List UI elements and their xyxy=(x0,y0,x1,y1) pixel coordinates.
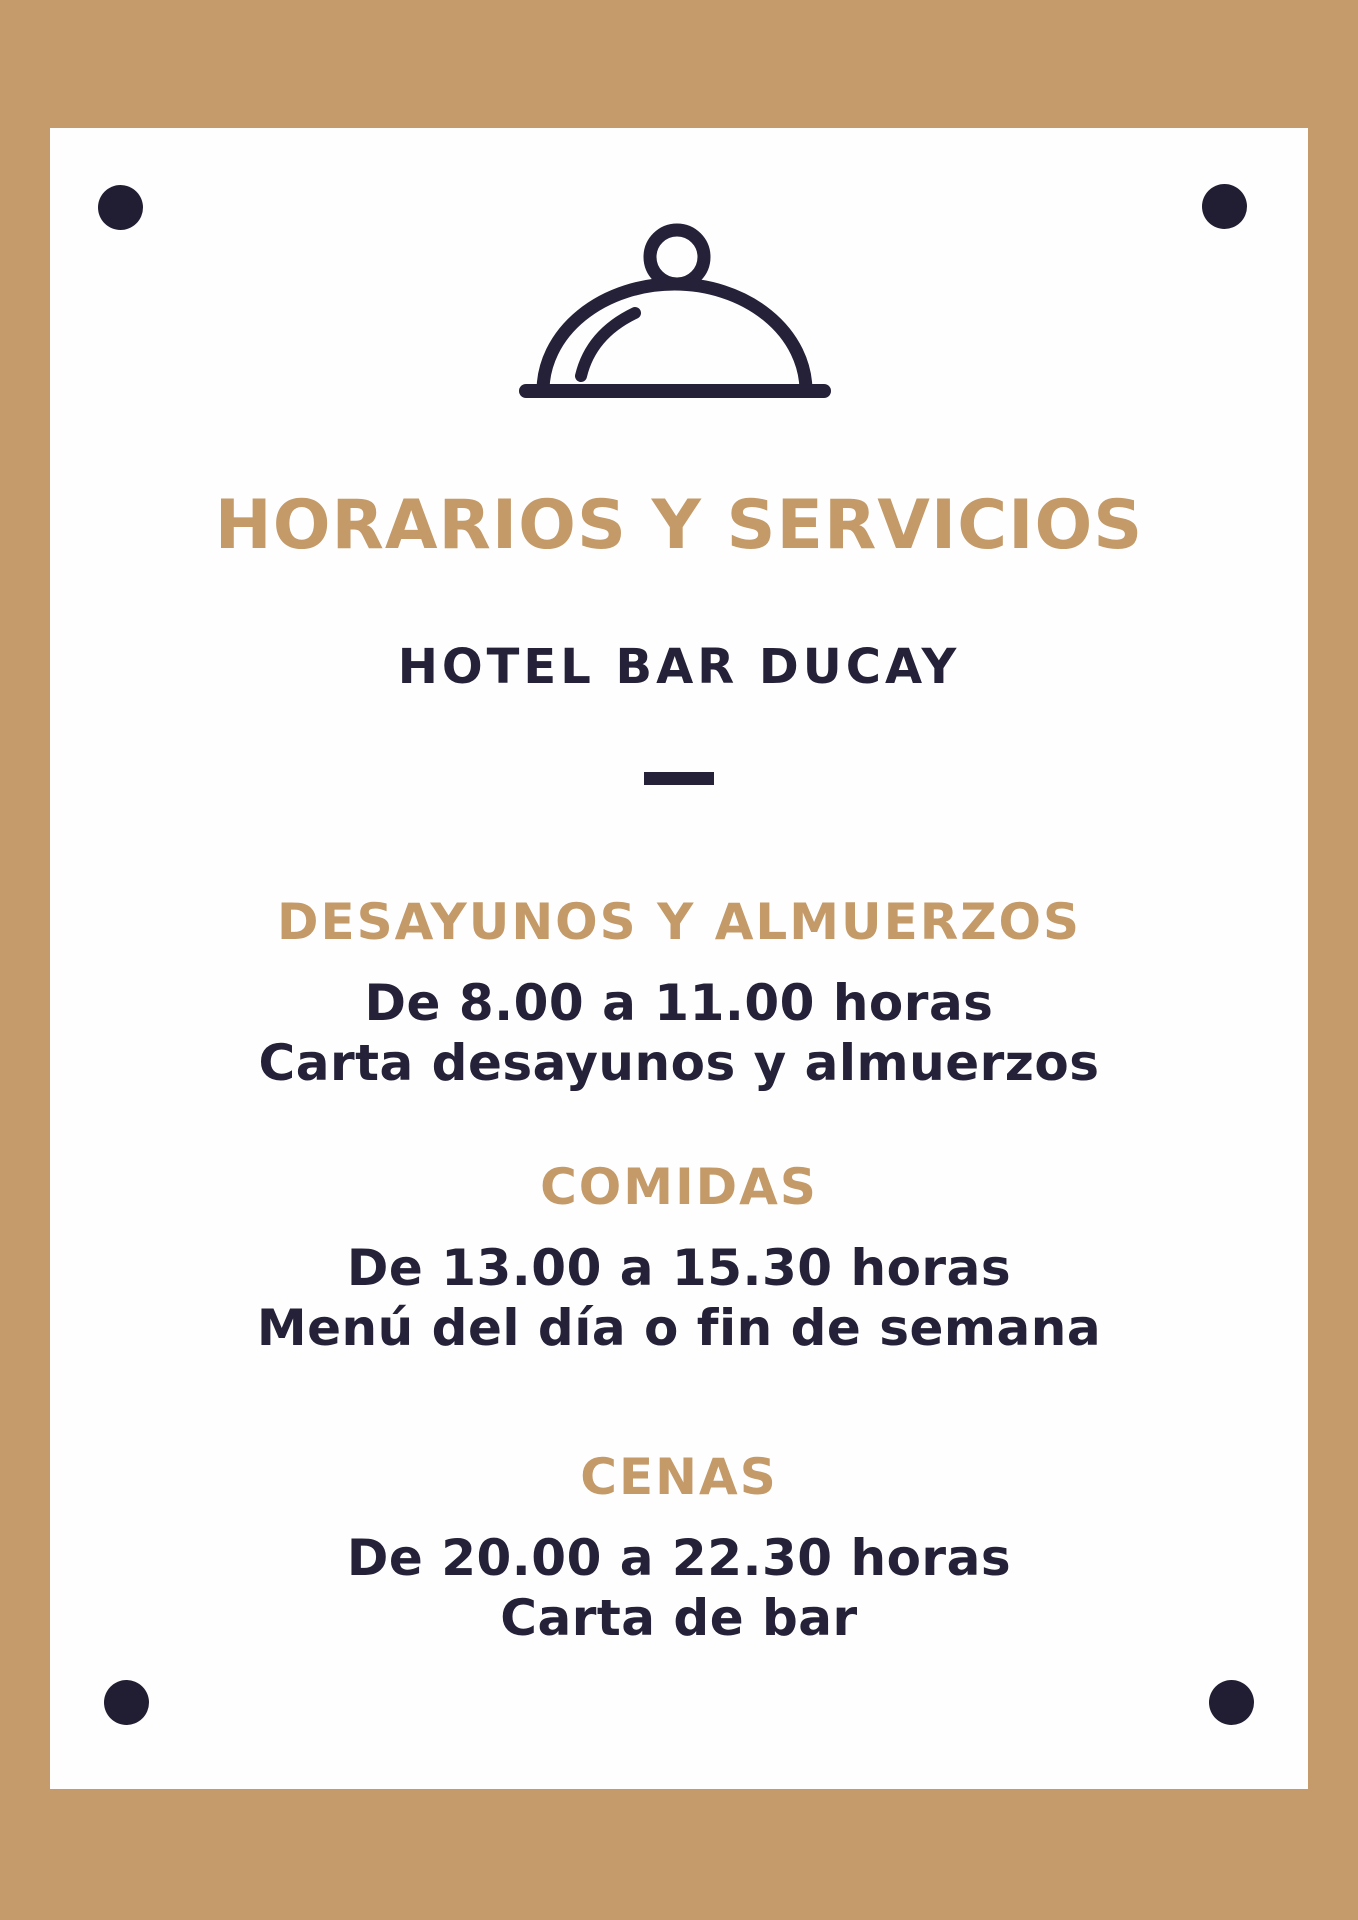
section-dinner xyxy=(50,1448,1308,1648)
section-hours: De 20.00 a 22.30 horas xyxy=(346,1529,1012,1587)
corner-screw-bottom-left xyxy=(104,1680,149,1725)
section-detail: Carta desayunos y almuerzos xyxy=(258,1034,1100,1092)
section-detail: Carta de bar xyxy=(500,1589,858,1647)
cloche-icon xyxy=(50,186,1308,406)
section-heading: DESAYUNOS Y ALMUERZOS xyxy=(276,893,1082,951)
section-lunch xyxy=(50,1158,1308,1358)
sign-card xyxy=(50,128,1308,1789)
section-heading: CENAS xyxy=(580,1448,778,1506)
corner-screw-bottom-right xyxy=(1209,1680,1254,1725)
section-heading: COMIDAS xyxy=(540,1158,818,1216)
section-hours: De 13.00 a 15.30 horas xyxy=(346,1239,1012,1297)
section-breakfast xyxy=(50,893,1308,1093)
section-detail: Menú del día o fin de semana xyxy=(256,1299,1102,1357)
divider-dash xyxy=(644,772,714,785)
subtitle-hotel-name: HOTEL BAR DUCAY xyxy=(397,639,961,695)
page-title: HORARIOS Y SERVICIOS xyxy=(214,486,1144,565)
section-hours: De 8.00 a 11.00 horas xyxy=(364,974,994,1032)
